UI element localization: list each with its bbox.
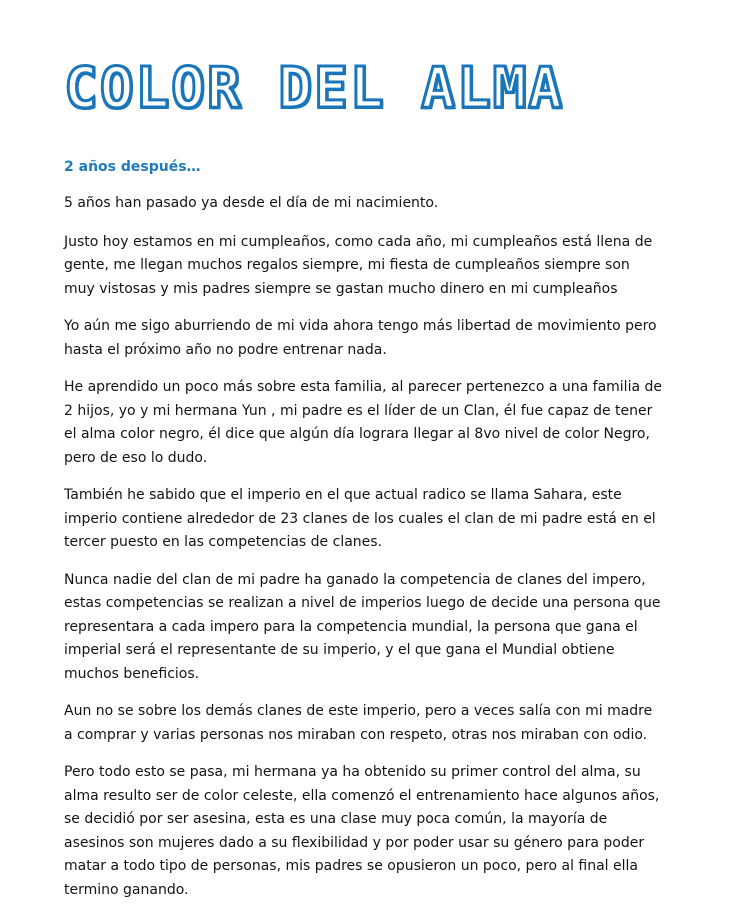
chapter-subtitle: 2 años después…	[64, 159, 201, 175]
paragraph-1: 5 años han pasado ya desde el día de mi nacimiento.	[64, 195, 439, 211]
paragraph-6: Nunca nadie del clan de mi padre ha ganado la competencia de clanes del impero, estas competencias se realizan a nivel de imperios luego de decide una persona que representara a cada impero para la competencia mundial, la persona que gana el imperial será el representante de su imperio, y el que gana el Mundial obtiene muchos beneficios.	[64, 571, 661, 682]
document-title: COLOR DEL ALMA	[64, 56, 565, 121]
paragraph-5: También he sabido que el imperio en el que actual radico se llama Sahara, este imperio contiene alrededor de 23 clanes de los cuales el clan de mi padre está en el tercer puesto en las competencias de clanes.	[64, 487, 656, 550]
paragraph-2: Justo hoy estamos en mi cumpleaños, como cada año, mi cumpleaños está llena de gente, me llegan muchos regalos siempre, mi fiesta de cumpleaños siempre son muy vistosas y mis padres siempre se gastan mucho dinero en mi cumpleaños	[64, 233, 653, 297]
paragraph-8: Pero todo esto se pasa, mi hermana ya ha obtenido su primer control del alma, su alma resulto ser de color celeste, ella comenzó el entrenamiento hace algunos años, se decidió por ser asesina, esta es una clase muy poca común, la mayoría de asesinos son mujeres dado a su flexibilidad y por poder usar su género para poder matar a todo tipo de personas, mis padres se opusieron un poco, pero al final ella termino ganando.	[64, 764, 660, 898]
paragraph-4: He aprendido un poco más sobre esta familia, al parecer pertenezco a una familia de 2 hijos, yo y mi hermana Yun , mi padre es el líder de un Clan, él fue capaz de tener el alma color negro, él dice que algún día lograra llegar al 8vo nivel de color Negro, pero de eso lo dudo.	[64, 379, 662, 466]
paragraph-3: Yo aún me sigo aburriendo de mi vida ahora tengo más libertad de movimiento pero hasta el próximo año no podre entrenar nada.	[64, 318, 657, 358]
document-page	[64, 58, 664, 916]
paragraph-7: Aun no se sobre los demás clanes de este imperio, pero a veces salía con mi madre a comprar y varias personas nos miraban con respeto, otras nos miraban con odio.	[64, 703, 653, 743]
